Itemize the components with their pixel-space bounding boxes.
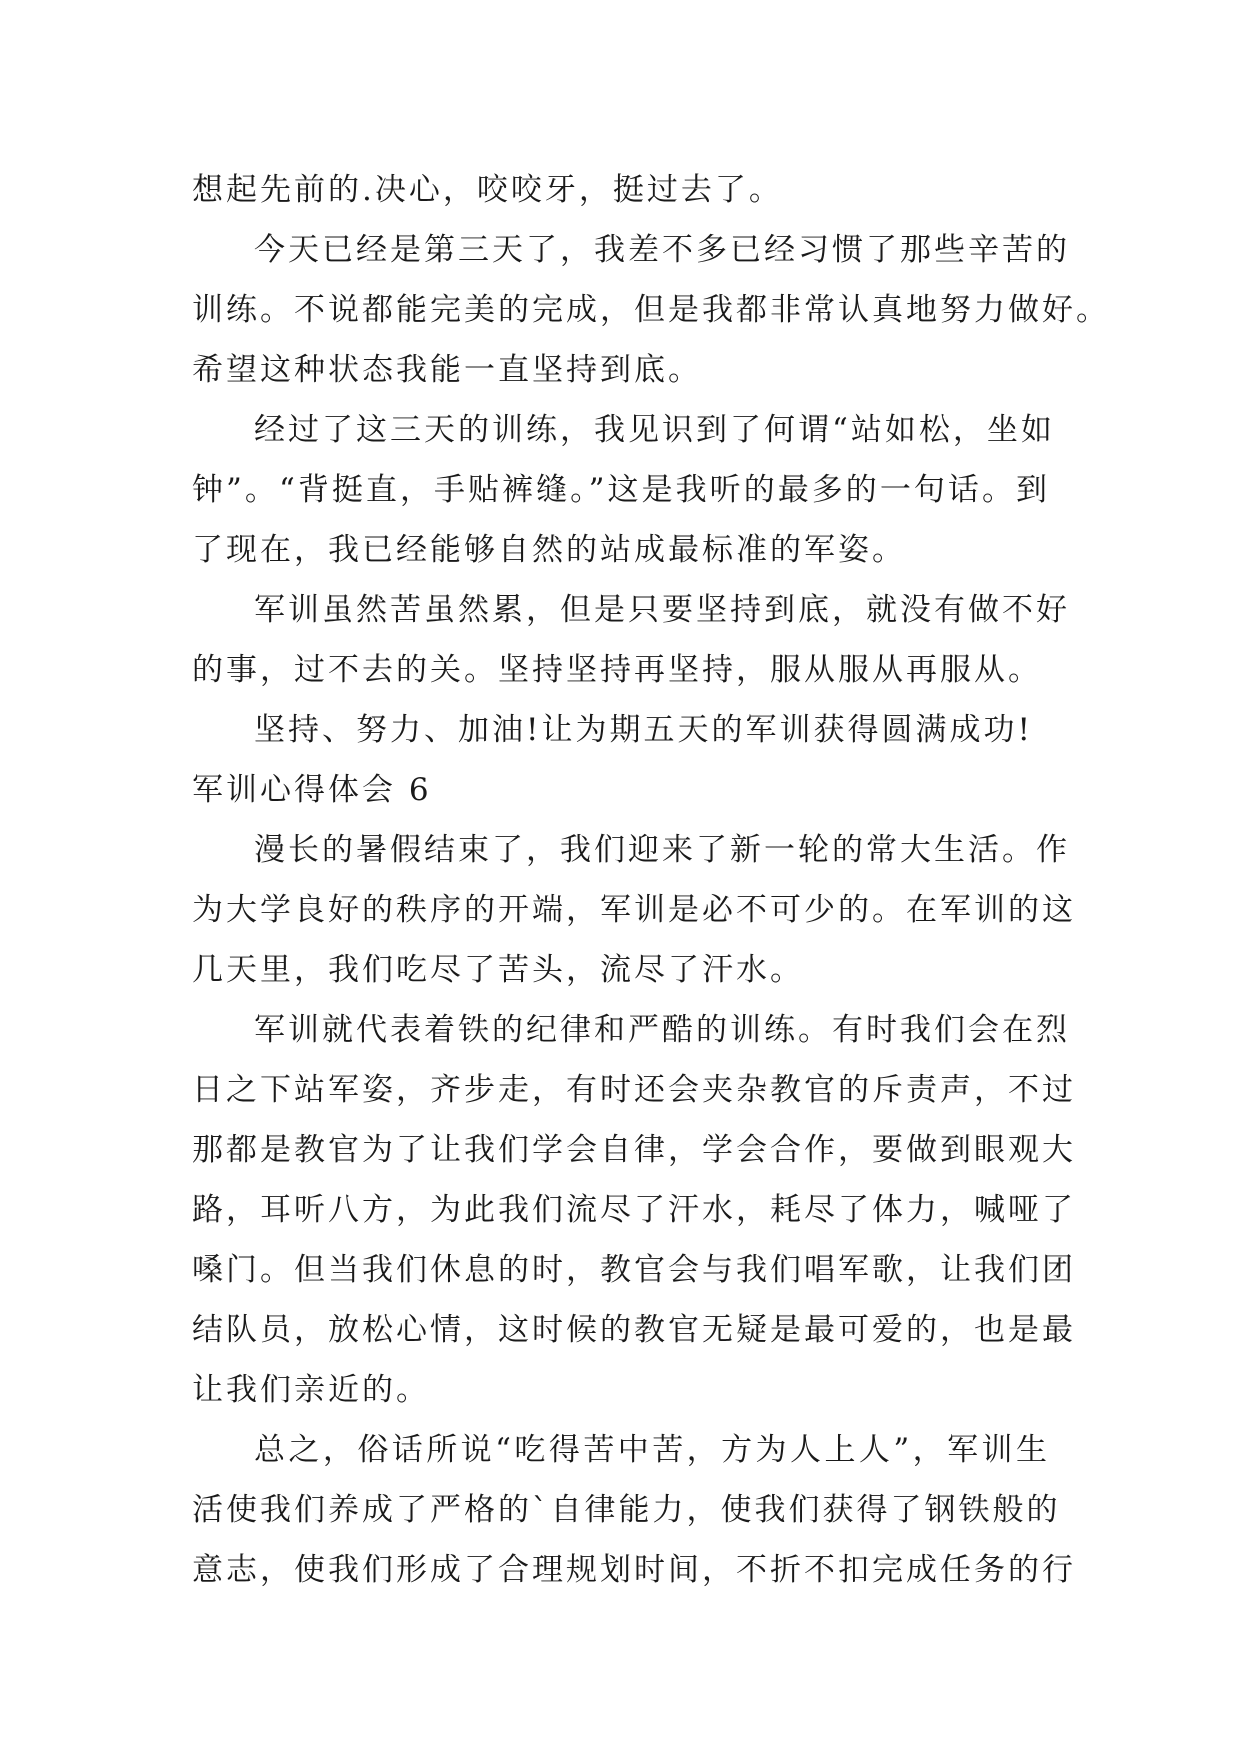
text-line: 日之下站军姿，齐步走，有时还会夹杂教官的斥责声，不过	[192, 1072, 1076, 1108]
text-line: 钟”。“背挺直，手贴裤缝。”这是我听的最多的一句话。到	[192, 472, 1050, 508]
text-line: 结队员，放松心情，这时候的教官无疑是最可爱的，也是最	[192, 1312, 1076, 1348]
text-line: 今天已经是第三天了，我差不多已经习惯了那些辛苦的	[254, 232, 1070, 268]
text-line: 坚持、努力、加油!让为期五天的军训获得圆满成功!	[254, 712, 1033, 748]
text-line: 的事，过不去的关。坚持坚持再坚持，服从服从再服从。	[192, 652, 1042, 688]
section-heading: 军训心得体会 6	[192, 772, 432, 808]
text-line: 训练。不说都能完美的完成，但是我都非常认真地努力做好。	[192, 292, 1110, 328]
text-line: 了现在，我已经能够自然的站成最标准的军姿。	[192, 532, 906, 568]
text-line: 为大学良好的秩序的开端，军训是必不可少的。在军训的这	[192, 892, 1076, 928]
text-line: 几天里，我们吃尽了苦头，流尽了汗水。	[192, 952, 804, 988]
text-line: 希望这种状态我能一直坚持到底。	[192, 352, 702, 388]
text-line: 活使我们养成了严格的`自律能力，使我们获得了钢铁般的	[192, 1492, 1061, 1528]
text-line: 漫长的暑假结束了，我们迎来了新一轮的常大生活。作	[254, 832, 1070, 868]
text-line: 路，耳听八方，为此我们流尽了汗水，耗尽了体力，喊哑了	[192, 1192, 1076, 1228]
text-line: 军训虽然苦虽然累，但是只要坚持到底，就没有做不好	[254, 592, 1070, 628]
text-line: 总之，俗话所说“吃得苦中苦，方为人上人”，军训生	[254, 1432, 1050, 1468]
text-line: 想起先前的.决心，咬咬牙，挺过去了。	[192, 172, 783, 208]
text-line: 意志，使我们形成了合理规划时间，不折不扣完成任务的行	[192, 1552, 1076, 1588]
text-line: 军训就代表着铁的纪律和严酷的训练。有时我们会在烈	[254, 1012, 1070, 1048]
text-line: 嗓门。但当我们休息的时，教官会与我们唱军歌，让我们团	[192, 1252, 1076, 1288]
text-line: 让我们亲近的。	[192, 1372, 430, 1408]
body-text	[192, 160, 1110, 1600]
text-line: 经过了这三天的训练，我见识到了何谓“站如松，坐如	[254, 412, 1055, 448]
text-line: 那都是教官为了让我们学会自律，学会合作，要做到眼观大	[192, 1132, 1076, 1168]
